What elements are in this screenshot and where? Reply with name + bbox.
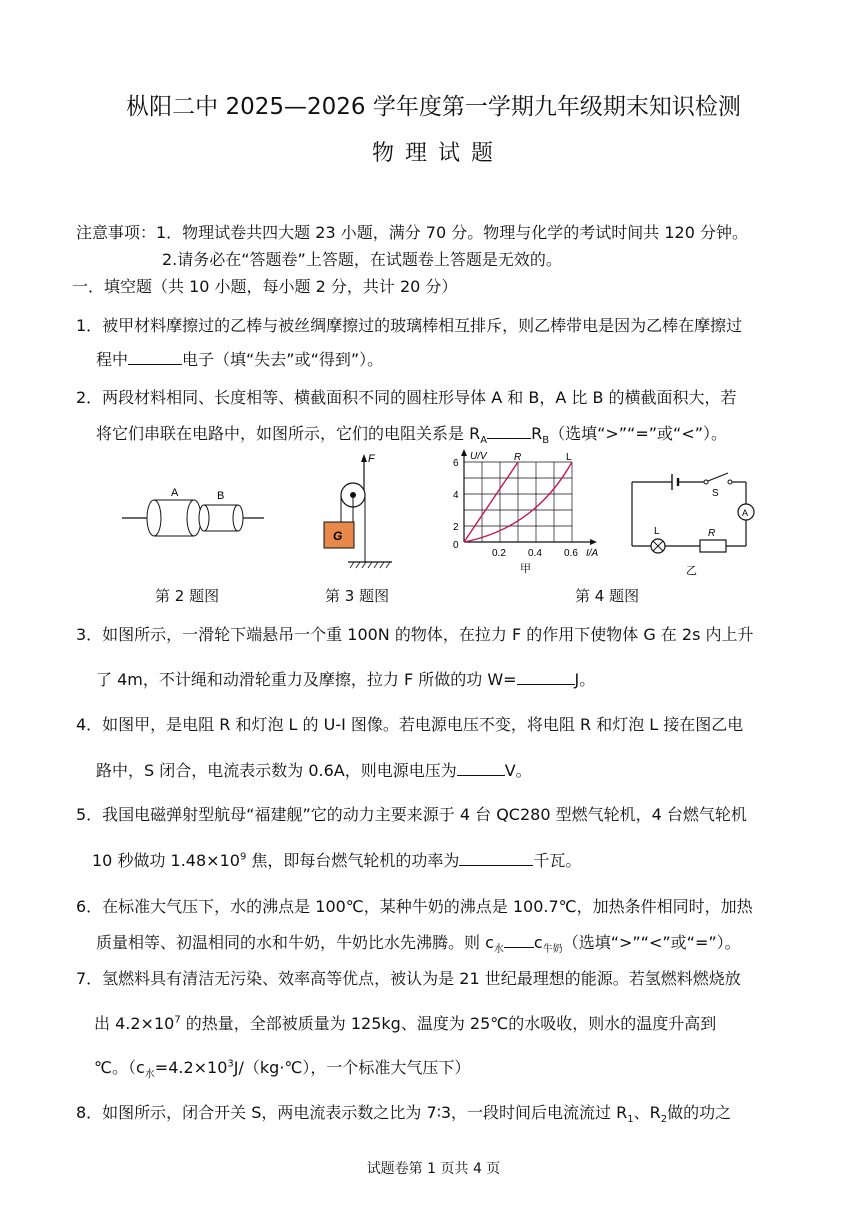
fig4-y-tick-2: 2 (453, 522, 459, 533)
q6-text-c: （选填“>”“<”或“=”）。 (562, 933, 741, 952)
q2-sub-a: A (480, 435, 488, 447)
q4-line-2 (96, 758, 532, 781)
q6-blank[interactable] (504, 933, 534, 948)
q7-text-e: J/（kg·℃），一个标准大气压下） (233, 1058, 471, 1077)
q3-text-a: 了 4m，不计绳和动滑轮重力及摩擦，拉力 F 所做的功 W= (96, 670, 517, 689)
q7-text-b: 的热量，全部被质量为 125kg、温度为 25℃的水吸收，则水的温度升高到 (180, 1014, 717, 1033)
fig4-ui-graph (440, 448, 610, 578)
q8-text-a: 8．如图所示，闭合开关 S，两电流表示数之比为 7∶3，一段时间后电流流过 R (76, 1103, 628, 1122)
q4-blank[interactable] (457, 761, 505, 776)
q5-text-a: 10 秒做功 1.48×10 (92, 851, 240, 870)
fig2-label-b: B (217, 490, 225, 502)
q1-text-a: 程中 (96, 350, 129, 369)
q7-line-3 (94, 1055, 470, 1080)
fig4-l-curve-label: L (566, 452, 572, 463)
q3-line-1: 3．如图所示，一滑轮下端悬吊一个重 100N 的物体，在拉力 F 的作用下使物体 G 在 2s 内上升 (76, 625, 754, 644)
fig4-resistor-label: R (708, 528, 716, 539)
q6-text-a: 质量相等、初温相同的水和牛奶，牛奶比水先沸腾。则 c (96, 933, 494, 952)
q7-text-a: 出 4.2×10 (94, 1014, 175, 1033)
page-subtitle: 物 理 试 题 (372, 141, 495, 166)
q5-line-2 (92, 848, 581, 871)
q8-line-1 (76, 1100, 731, 1125)
fig4-lamp-label: L (654, 526, 660, 537)
q8-text-c: 做的功之 (667, 1103, 732, 1122)
q3-blank[interactable] (517, 670, 575, 685)
q7-text-d: =4.2×10 (154, 1058, 228, 1077)
q7-sub-water: 水 (144, 1069, 155, 1081)
fig3-caption: 第 3 题图 (325, 587, 390, 605)
q1-blank[interactable] (128, 350, 182, 365)
fig3-label-g: G (333, 529, 343, 543)
fig4-sub-caption-jia: 甲 (520, 563, 531, 575)
fig3-pulley-diagram (312, 450, 402, 575)
q2-line-1: 2．两段材料相同、长度相等、横截面积不同的圆柱形导体 A 和 B，A 比 B 的横截面积大，若 (76, 388, 737, 407)
q6-text-b: c (533, 933, 543, 952)
fig4-r-curve-label: R (514, 452, 522, 463)
q3-line-2 (96, 667, 595, 690)
fig2-caption: 第 2 题图 (155, 587, 220, 605)
q2-line-2 (96, 421, 727, 446)
page-footer: 试题卷第 1 页共 4 页 (366, 1161, 501, 1177)
fig3-label-f: F (368, 453, 375, 465)
fig4-y-tick-4: 4 (453, 490, 459, 501)
q2-blank[interactable] (487, 424, 531, 439)
fig4-sub-caption-yi: 乙 (686, 565, 697, 577)
q1-line-1: 1．被甲材料摩擦过的乙棒与被丝绸摩擦过的玻璃棒相互排斥，则乙棒带电是因为乙棒在摩擦过 (76, 316, 743, 335)
fig4-y-tick-0: 0 (453, 540, 459, 551)
fig4-x-tick-0-2: 0.2 (492, 548, 506, 559)
q7-line-2 (94, 1011, 716, 1034)
q5-sup: 9 (239, 851, 247, 863)
fig4-x-axis-label: I/A (586, 548, 599, 559)
notice-line-1: 注意事项：1．物理试卷共四大题 23 小题，满分 70 分。物理与化学的考试时间共 120 分钟。 (76, 223, 748, 242)
q7-sup-a: 7 (174, 1014, 181, 1026)
q4-text-b: V。 (504, 761, 532, 780)
q7-sup-b: 3 (227, 1058, 234, 1070)
fig4-x-tick-0-4: 0.4 (528, 548, 542, 559)
fig4-y-axis-label: U/V (470, 451, 487, 462)
q8-sub-1: 1 (627, 1114, 634, 1126)
q1-line-2 (96, 347, 383, 370)
q2-sub-b: B (542, 435, 550, 447)
q8-sub-2: 2 (660, 1114, 668, 1126)
fig2-conductors-diagram (118, 478, 268, 558)
q5-blank[interactable] (459, 851, 533, 866)
q5-line-1: 5．我国电磁弹射型航母“福建舰”它的动力主要来源于 4 台 QC280 型燃气轮机，4 台燃气轮机 (76, 805, 747, 824)
q6-sub-milk: 牛奶 (542, 944, 563, 956)
q5-text-b: 焦，即每台燃气轮机的功率为 (246, 851, 460, 870)
page-title: 枞阳二中 2025—2026 学年度第一学期九年级期末知识检测 (126, 94, 741, 120)
fig4-circuit-diagram (622, 470, 772, 580)
fig4-switch-label: S (712, 488, 719, 499)
q7-line-1: 7．氢燃料具有清洁无污染、效率高等优点，被认为是 21 世纪最理想的能源。若氢燃料燃烧放 (76, 969, 741, 988)
q4-text-a: 路中，S 闭合，电流表示数为 0.6A，则电源电压为 (96, 761, 457, 780)
q1-text-b: 电子（填“失去”或“得到”）。 (182, 350, 384, 369)
q2-text-a: 将它们串联在电路中，如图所示，它们的电阻关系是 R (96, 424, 481, 443)
fig4-ammeter-label: A (742, 508, 749, 518)
fig4-x-tick-0-6: 0.6 (564, 548, 578, 559)
q5-text-c: 千瓦。 (533, 851, 582, 870)
q8-text-b: 、R (633, 1103, 661, 1122)
q6-sub-water: 水 (493, 944, 504, 956)
fig4-caption: 第 4 题图 (575, 587, 640, 605)
q2-text-b: R (531, 424, 543, 443)
q6-line-1: 6．在标准大气压下，水的沸点是 100℃，某种牛奶的沸点是 100.7℃，加热条件相同时，加热 (76, 897, 753, 916)
fig2-label-a: A (171, 487, 179, 499)
q3-text-b: J。 (574, 670, 596, 689)
q7-text-c: ℃。（c (94, 1058, 145, 1077)
q4-line-1: 4．如图甲，是电阻 R 和灯泡 L 的 U-I 图像。若电源电压不变，将电阻 R 和灯泡 L 接在图乙电 (76, 715, 744, 734)
section-heading: 一．填空题（共 10 小题，每小题 2 分，共计 20 分） (72, 277, 458, 296)
q2-text-c: （选填“>”“=”或“<”）。 (549, 424, 728, 443)
q6-line-2 (96, 930, 741, 955)
fig4-y-tick-6: 6 (453, 458, 459, 469)
notice-line-2: 2.请务必在“答题卷”上答题，在试题卷上答题是无效的。 (162, 250, 562, 269)
